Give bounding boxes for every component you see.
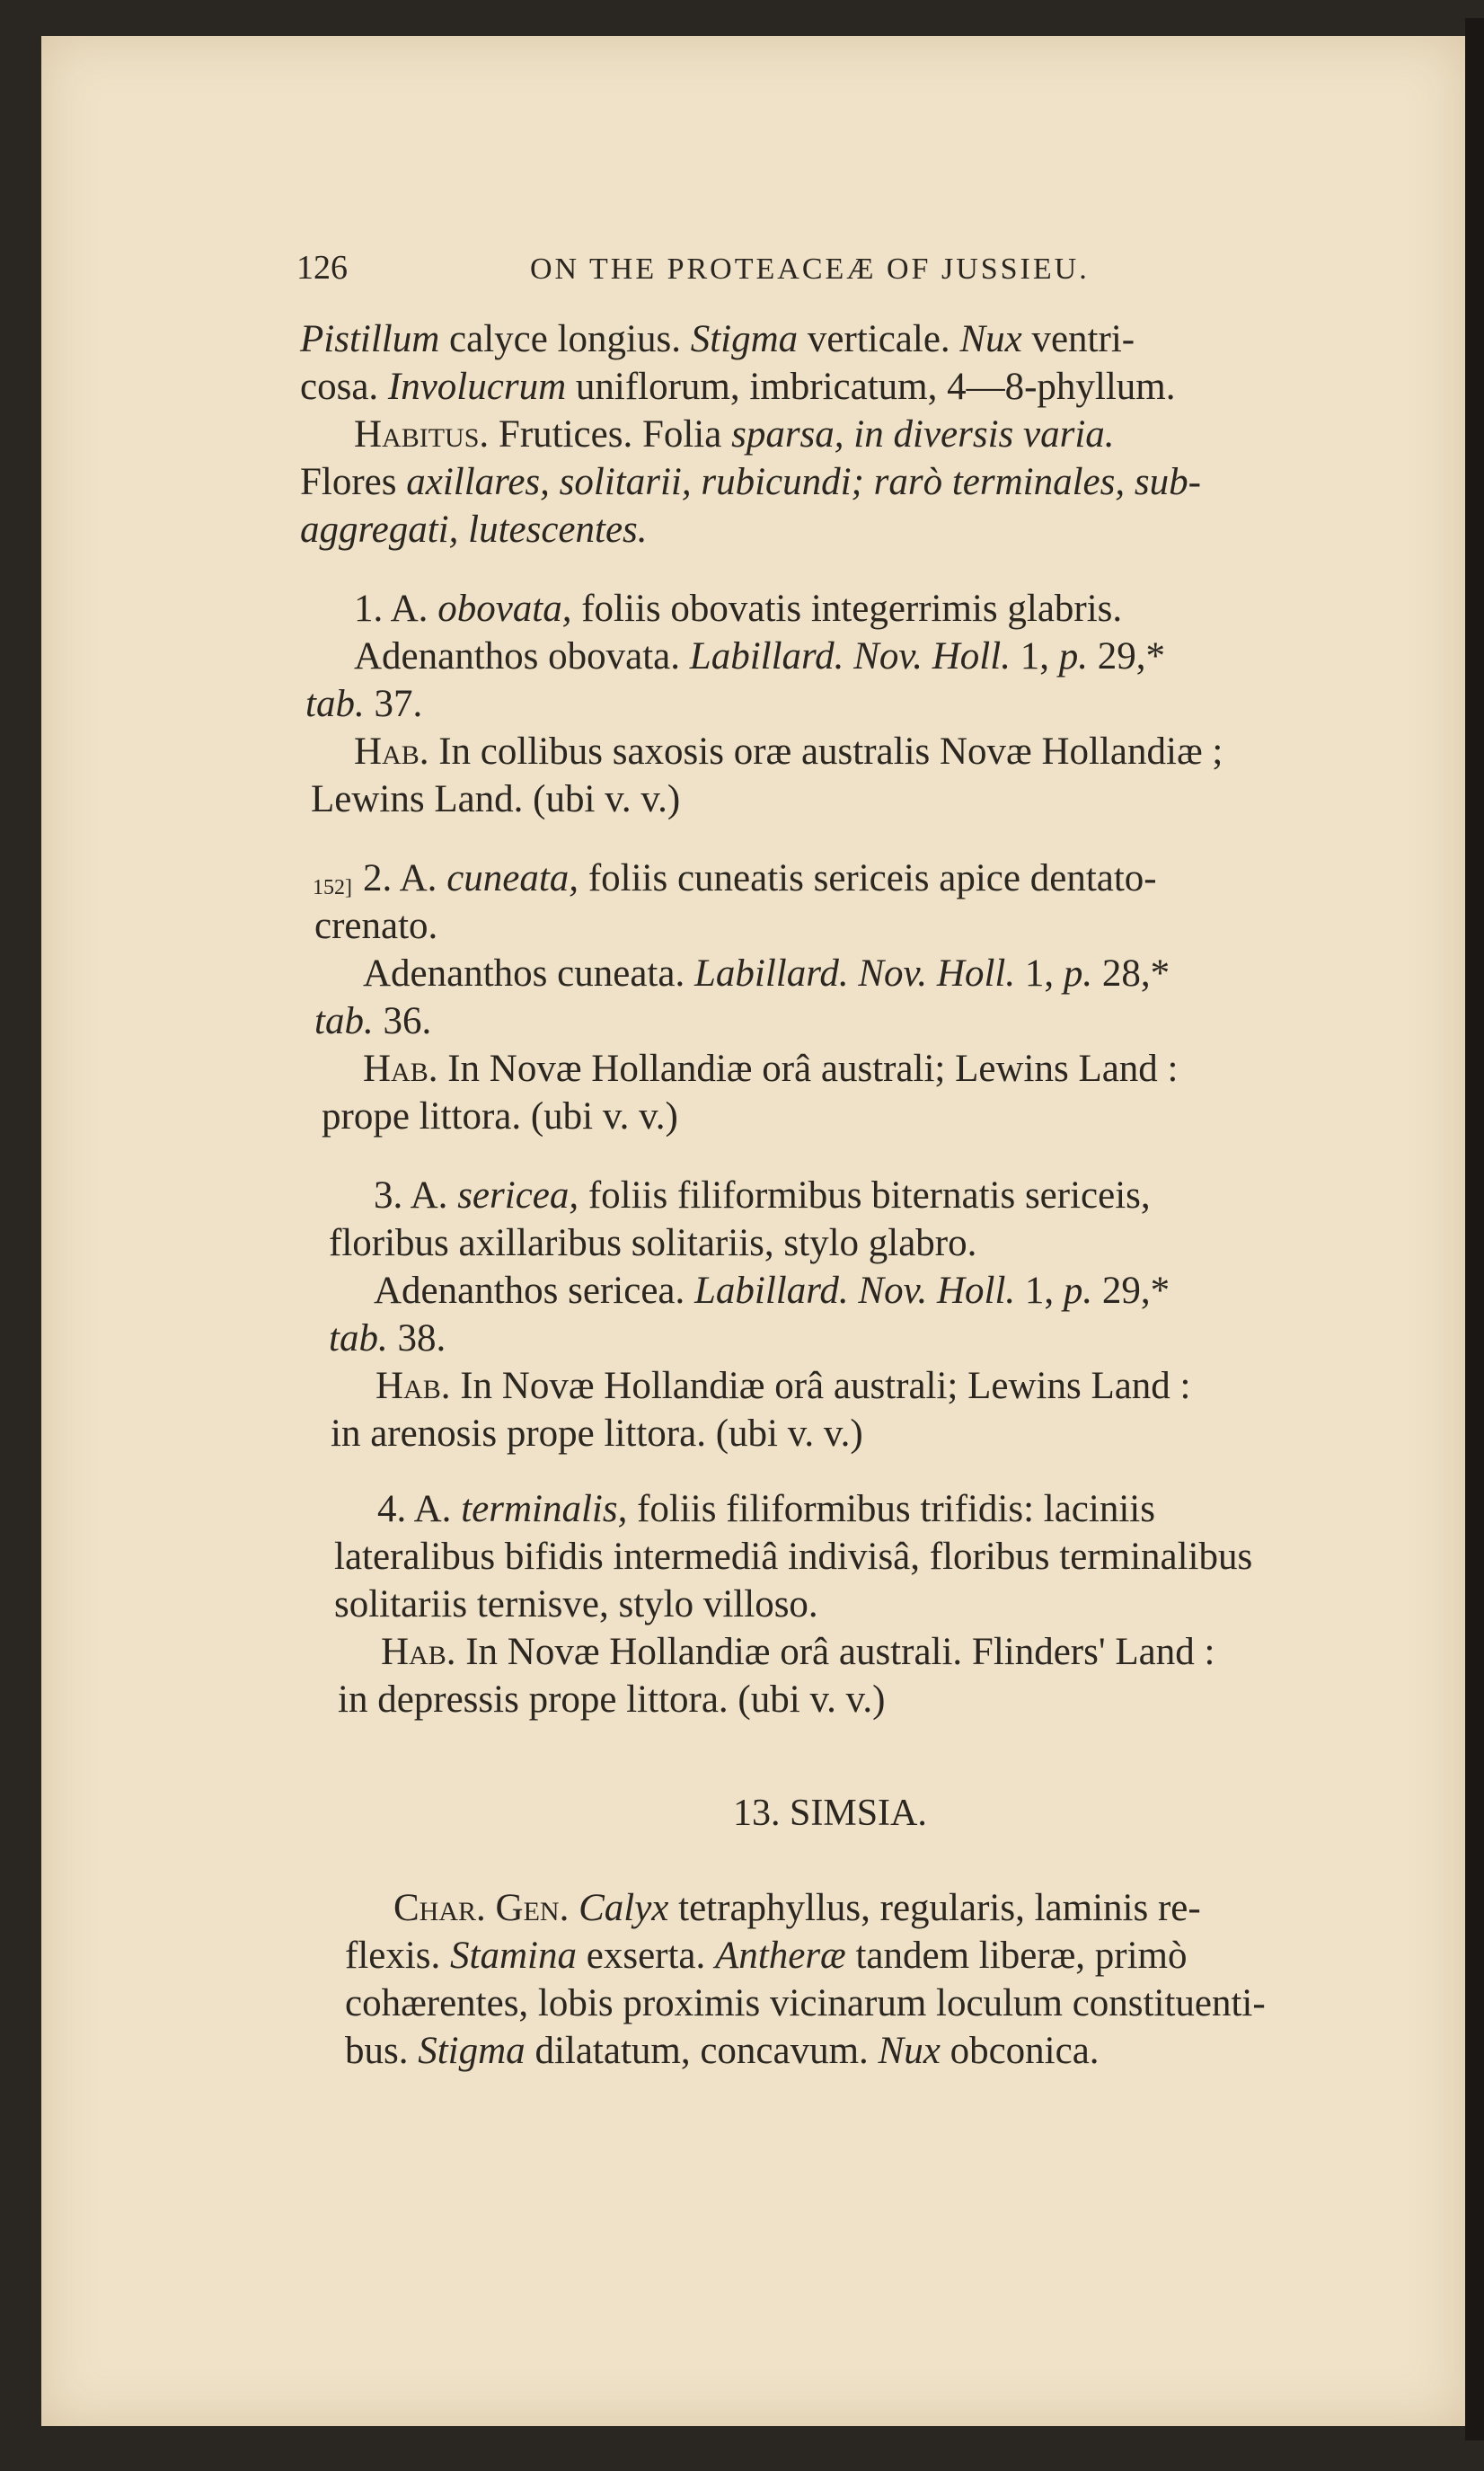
book-edge [1465, 18, 1484, 2440]
species-3-line-5: Hab. In Novæ Hollandiæ orâ australi; Lewins Land : [375, 1365, 1191, 1407]
species-3-line-1: 3. A. sericea, foliis filiformibus biternatis sericeis, [374, 1174, 1151, 1217]
species-2-line-2: crenato. [314, 905, 438, 947]
genus-line-3: Habitus. Frutices. Folia sparsa, in diversis varia. [354, 413, 1115, 456]
genus-line-4: Flores axillares, solitarii, rubicundi; rarò terminales, sub- [300, 461, 1201, 503]
genus-line-5: aggregati, lutescentes. [300, 509, 648, 551]
species-2-line-4: tab. 36. [314, 1000, 432, 1042]
page-number: 126 [296, 249, 348, 287]
running-title: ON THE PROTEACEÆ OF JUSSIEU. [530, 252, 1090, 286]
species-1-line-2: Adenanthos obovata. Labillard. Nov. Holl. 1, p. 29,* [354, 635, 1165, 678]
margin-reference: 152] [313, 876, 352, 899]
section-heading: 13. SIMSIA. [733, 1793, 927, 1834]
section-line-4: bus. Stigma dilatatum, concavum. Nux obconica. [345, 2030, 1100, 2072]
genus-line-1: Pistillum calyce longius. Stigma verticale. Nux ventri- [300, 318, 1135, 360]
species-3-line-3: Adenanthos sericea. Labillard. Nov. Holl. 1, p. 29,* [374, 1270, 1170, 1312]
section-line-1: Char. Gen. Calyx tetraphyllus, regularis, laminis re- [393, 1887, 1201, 1929]
genus-line-2: cosa. Involucrum uniflorum, imbricatum, 4—8-phyllum. [300, 366, 1176, 408]
species-4-line-5: in depressis prope littora. (ubi v. v.) [338, 1678, 886, 1721]
section-line-2: flexis. Stamina exserta. Antheræ tandem liberæ, primò [345, 1935, 1188, 1977]
species-2-line-5: Hab. In Novæ Hollandiæ orâ australi; Lewins Land : [363, 1048, 1179, 1090]
species-3-line-4: tab. 38. [329, 1317, 446, 1359]
species-2-line-6: prope littora. (ubi v. v.) [322, 1095, 678, 1138]
species-2-line-3: Adenanthos cuneata. Labillard. Nov. Holl. 1, p. 28,* [363, 952, 1170, 995]
section-line-3: cohærentes, lobis proximis vicinarum loculum constituenti- [345, 1982, 1266, 2024]
species-4-line-4: Hab. In Novæ Hollandiæ orâ australi. Flinders' Land : [381, 1631, 1215, 1673]
species-2-line-1: 2. A. cuneata, foliis cuneatis sericeis apice dentato- [363, 857, 1157, 899]
species-1-line-1: 1. A. obovata, foliis obovatis integerrimis glabris. [354, 588, 1123, 630]
species-3-line-6: in arenosis prope littora. (ubi v. v.) [331, 1413, 863, 1455]
species-1-line-3: tab. 37. [305, 683, 423, 725]
species-4-line-2: lateralibus bifidis intermediâ indivisâ, floribus terminalibus [334, 1536, 1253, 1578]
species-1-line-5: Lewins Land. (ubi v. v.) [311, 778, 681, 820]
species-1-line-4: Hab. In collibus saxosis oræ australis Novæ Hollandiæ ; [354, 731, 1223, 773]
species-4-line-1: 4. A. terminalis, foliis filiformibus trifidis: laciniis [377, 1488, 1155, 1530]
species-3-line-2: floribus axillaribus solitariis, stylo glabro. [329, 1222, 977, 1264]
species-4-line-3: solitariis ternisve, stylo villoso. [334, 1583, 818, 1625]
